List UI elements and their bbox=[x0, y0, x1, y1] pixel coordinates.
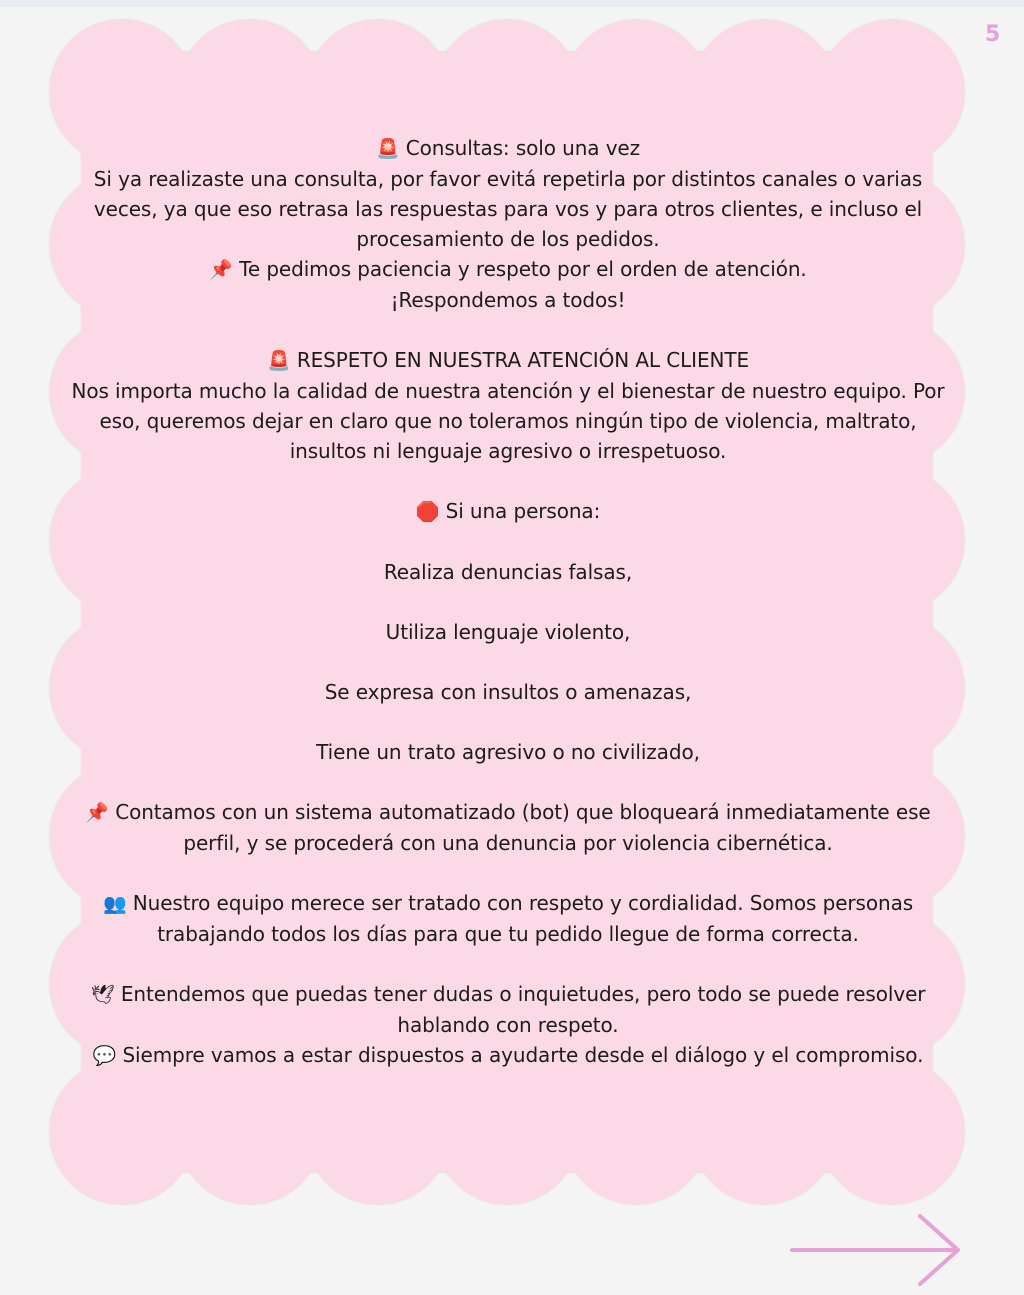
siren-icon: 🚨 bbox=[266, 350, 291, 372]
pushpin-icon: 📌 bbox=[209, 259, 233, 281]
people-icon: 👥 bbox=[102, 893, 127, 915]
arrow-right-icon[interactable] bbox=[788, 1210, 968, 1290]
list-item: Tiene un trato agresivo o no civilizado, bbox=[316, 740, 700, 764]
section3-title: 🛑 Si una persona: bbox=[70, 496, 946, 527]
chat-notice: 💬 Siempre vamos a estar dispuestos a ayudarte desde el diálogo y el compromiso. bbox=[70, 1040, 946, 1071]
page-number: 5 bbox=[985, 22, 1001, 47]
list-item: Realiza denuncias falsas, bbox=[383, 560, 633, 584]
siren-icon: 🚨 bbox=[375, 138, 400, 160]
section1-body: Si ya realizaste una consulta, por favor evitá repetirla por distintos canales o varias veces, ya que eso retrasa las respuestas para vos y para otros clientes, e incluso el procesamiento de los pedidos. bbox=[93, 167, 923, 251]
list-item: Utiliza lenguaje violento, bbox=[385, 620, 631, 644]
section2-title: 🚨 RESPETO EN NUESTRA ATENCIÓN AL CLIENTE bbox=[70, 345, 946, 376]
bot-notice: 📌 Contamos con un sistema automatizado (bot) que bloqueará inmediatamente ese perfil, y se procederá con una denuncia por violencia cibernética. bbox=[85, 800, 931, 855]
section1-request: 📌 Te pedimos paciencia y respeto por el orden de atención. bbox=[70, 254, 946, 285]
dove-icon: 🕊 bbox=[90, 984, 115, 1006]
section1-closing: ¡Respondemos a todos! bbox=[390, 288, 626, 312]
speech-bubble-icon: 💬 bbox=[92, 1045, 117, 1067]
stop-icon: 🛑 bbox=[415, 501, 440, 523]
section2-body: Nos importa mucho la calidad de nuestra atención y el bienestar de nuestro equipo. Por eso, queremos dejar en claro que no toleramos ningún tipo de violencia, maltrato, insultos ni lenguaje agresivo o irrespetuoso. bbox=[71, 379, 945, 463]
pushpin-icon: 📌 bbox=[85, 802, 109, 824]
list-item: Se expresa con insultos o amenazas, bbox=[324, 680, 692, 704]
section1-title: 🚨 Consultas: solo una vez bbox=[70, 133, 946, 164]
team-notice: 👥 Nuestro equipo merece ser tratado con respeto y cordialidad. Somos personas trabajando todos los días para que tu pedido llegue de forma correcta. bbox=[102, 891, 914, 946]
document-content bbox=[70, 133, 946, 1071]
dove-notice: 🕊 Entendemos que puedas tener dudas o inquietudes, pero todo se puede resolver hablando con respeto. bbox=[90, 982, 926, 1037]
